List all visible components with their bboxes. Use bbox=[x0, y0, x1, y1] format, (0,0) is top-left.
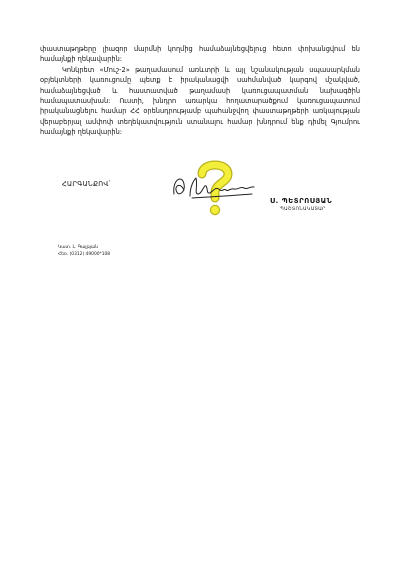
signer-block bbox=[270, 197, 370, 212]
signature-drawing bbox=[168, 160, 260, 222]
footer-contacts bbox=[58, 244, 110, 258]
paragraph-1: փաստաթղթերը լիազոր մարմնի կողմից համաձայնեցվելուց հետո փոխանցվում են համայնքի ղեկավարին: bbox=[40, 45, 360, 64]
executor-name: Կատ. Լ. Գալթյան bbox=[58, 245, 98, 250]
signer-title: ՊԱՇՏՈՆԱԿԱՏԱՐ bbox=[280, 207, 326, 212]
question-mark-icon bbox=[202, 165, 228, 215]
handwritten-signature bbox=[168, 160, 260, 222]
executor-phone: Հեռ. (0312) 49000*108 bbox=[58, 252, 111, 257]
signer-name: Ս. ՊԵՏՐՈՍՅԱՆ bbox=[270, 197, 333, 205]
closing-regards: ՀԱՐԳԱՆՔՈՎ՝ bbox=[62, 180, 111, 188]
letter-body bbox=[40, 44, 360, 138]
paragraph-2: Կոնկրետ «Մուշ-2» թաղամասում առևտրի և այլ նշանակության սպասարկման օբյեկտների կառուցումը պետք է իրականացվի սահմանված կարգով մշակված, համաձայնեցված և հաստատված թաղամասի կառուցապատման նախագծին համապատասխան: Ուստի, խնդրո առարկա հողատարածքում կառուցապատում իրականացնելու համար ՀՀ օրենսդրությամբ պահանջվող փաստաթղթերի առկայության վերաբերյալ ամփոփ տեղեկատվություն ստանալու համար խնդրում ենք դիմել Գյումրու համայնքի ղեկավարին: bbox=[40, 65, 360, 137]
